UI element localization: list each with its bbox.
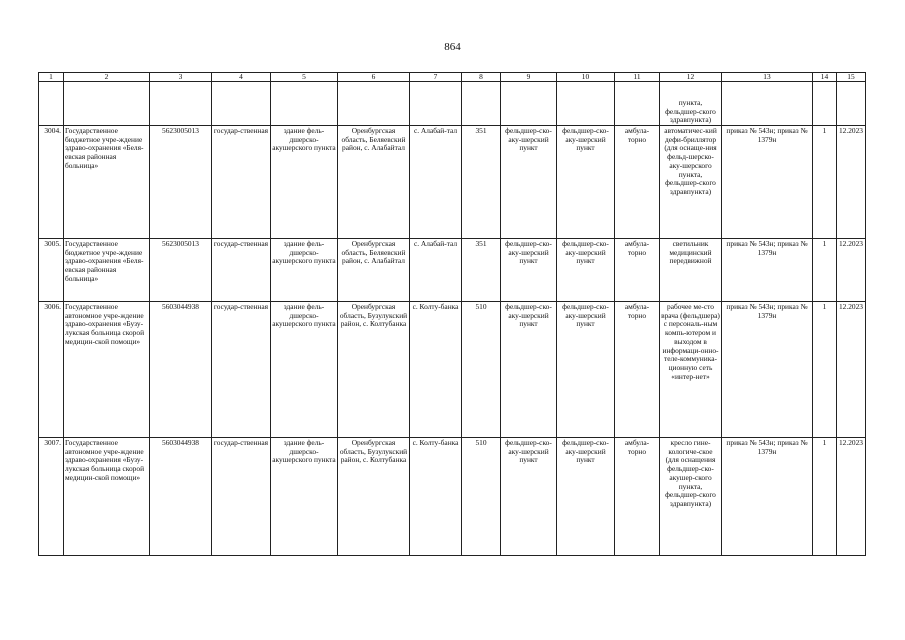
unit-type-cell: фельдшер-ско-аку-шерский пункт	[501, 302, 557, 438]
locality-cell: с. Алабай-тал	[410, 126, 462, 239]
equipment-cell: автоматичес-кий дефи-бриллятор (для оснаще-ния фельд-шерско-аку-шерского пункта, фельдшер-ского здравпункта)	[660, 126, 722, 239]
ownership-cell: государ-ственная	[212, 239, 271, 302]
col-header: 14	[813, 73, 837, 82]
code-cell: 510	[462, 302, 501, 438]
organization-cell: Государственное автономное учре-ждение здраво-охранения «Бузу-лукская больница скорой медицин-ской помощи»	[64, 438, 150, 556]
date-cell: 12.2023	[837, 302, 866, 438]
col-header: 9	[501, 73, 557, 82]
care-form-cell: амбула-торно	[615, 302, 660, 438]
quantity-cell: 1	[813, 126, 837, 239]
quantity-cell: 1	[813, 438, 837, 556]
row-number: 3005.	[39, 239, 64, 302]
unit-type-cell: фельдшер-ско-аку-шерский пункт	[557, 126, 615, 239]
organization-cell: Государственное бюджетное учре-ждение здраво-охранения «Беля-евская районная больница»	[64, 126, 150, 239]
equipment-cell: светильник медицинский передвижной	[660, 239, 722, 302]
inn-cell: 5603044938	[150, 438, 212, 556]
column-header-row	[39, 73, 866, 82]
unit-type-cell: фельдшер-ско-аку-шерский пункт	[501, 126, 557, 239]
locality-cell: с. Колту-банка	[410, 302, 462, 438]
ownership-cell: государ-ственная	[212, 302, 271, 438]
row-number: 3004.	[39, 126, 64, 239]
col-header: 11	[615, 73, 660, 82]
equipment-cell: кресло гине-кологиче-ское (для оснащения фельдшер-ско-акушер-ского пункта, фельдшер-ского здравпункта)	[660, 438, 722, 556]
quantity-cell: 1	[813, 239, 837, 302]
row-number: 3007.	[39, 438, 64, 556]
page-number: 864	[444, 41, 461, 53]
order-cell: приказ № 543н; приказ № 1379н	[722, 302, 813, 438]
ownership-cell: государ-ственная	[212, 438, 271, 556]
quantity-cell: 1	[813, 302, 837, 438]
col-header: 2	[64, 73, 150, 82]
col-header: 3	[150, 73, 212, 82]
unit-type-cell: фельдшер-ско-аку-шерский пункт	[501, 438, 557, 556]
locality-cell: с. Колту-банка	[410, 438, 462, 556]
col-header: 4	[212, 73, 271, 82]
equipment-cell: рабочее ме-сто врача (фельдшера) с персональ-ным компь-ютером и выходом в информаци-онно-теле-коммуника-ционную сеть «интер-нет»	[660, 302, 722, 438]
col-header: 13	[722, 73, 813, 82]
care-form-cell: амбула-торно	[615, 126, 660, 239]
table-row	[39, 438, 866, 556]
inn-cell: 5603044938	[150, 302, 212, 438]
building-cell: здание фель-дшерско-акушерского пункта	[271, 302, 338, 438]
col-header: 1	[39, 73, 64, 82]
care-form-cell: амбула-торно	[615, 438, 660, 556]
organization-cell: Государственное автономное учре-ждение здраво-охранения «Бузу-лукская больница скорой медицин-ской помощи»	[64, 302, 150, 438]
unit-type-cell: фельдшер-ско-аку-шерский пункт	[557, 302, 615, 438]
code-cell: 351	[462, 239, 501, 302]
locality-cell: с. Алабай-тал	[410, 239, 462, 302]
inn-cell: 5623005013	[150, 239, 212, 302]
table-row	[39, 302, 866, 438]
inn-cell: 5623005013	[150, 126, 212, 239]
col-header: 5	[271, 73, 338, 82]
col-header: 7	[410, 73, 462, 82]
date-cell: 12.2023	[837, 239, 866, 302]
address-cell: Оренбургская область, Бузулукский район, с. Колтубанка	[338, 302, 410, 438]
code-cell: 510	[462, 438, 501, 556]
col-header: 12	[660, 73, 722, 82]
organization-cell: Государственное бюджетное учре-ждение здраво-охранения «Беля-евская районная больница»	[64, 239, 150, 302]
unit-type-cell: фельдшер-ско-аку-шерский пункт	[557, 239, 615, 302]
continuation-row	[39, 82, 866, 126]
row-number: 3006.	[39, 302, 64, 438]
building-cell: здание фель-дшерско-акушерского пункта	[271, 239, 338, 302]
order-cell: приказ № 543н; приказ № 1379н	[722, 239, 813, 302]
unit-type-cell: фельдшер-ско-аку-шерский пункт	[501, 239, 557, 302]
care-form-cell: амбула-торно	[615, 239, 660, 302]
building-cell: здание фель-дшерско-акушерского пункта	[271, 438, 338, 556]
date-cell: 12.2023	[837, 126, 866, 239]
code-cell: 351	[462, 126, 501, 239]
order-cell: приказ № 543н; приказ № 1379н	[722, 126, 813, 239]
table-row	[39, 126, 866, 239]
order-cell: приказ № 543н; приказ № 1379н	[722, 438, 813, 556]
address-cell: Оренбургская область, Бузулукский район, с. Колтубанка	[338, 438, 410, 556]
equipment-table	[38, 72, 866, 556]
unit-type-cell: фельдшер-ско-аку-шерский пункт	[557, 438, 615, 556]
equipment-cell: пункта, фельдшер-ского здравпункта)	[660, 82, 722, 126]
col-header: 15	[837, 73, 866, 82]
date-cell: 12.2023	[837, 438, 866, 556]
col-header: 10	[557, 73, 615, 82]
building-cell: здание фель-дшерско-акушерского пункта	[271, 126, 338, 239]
table-row	[39, 239, 866, 302]
address-cell: Оренбургская область, Беляевский район, с. Алабайтал	[338, 126, 410, 239]
col-header: 6	[338, 73, 410, 82]
address-cell: Оренбургская область, Беляевский район, с. Алабайтал	[338, 239, 410, 302]
ownership-cell: государ-ственная	[212, 126, 271, 239]
col-header: 8	[462, 73, 501, 82]
